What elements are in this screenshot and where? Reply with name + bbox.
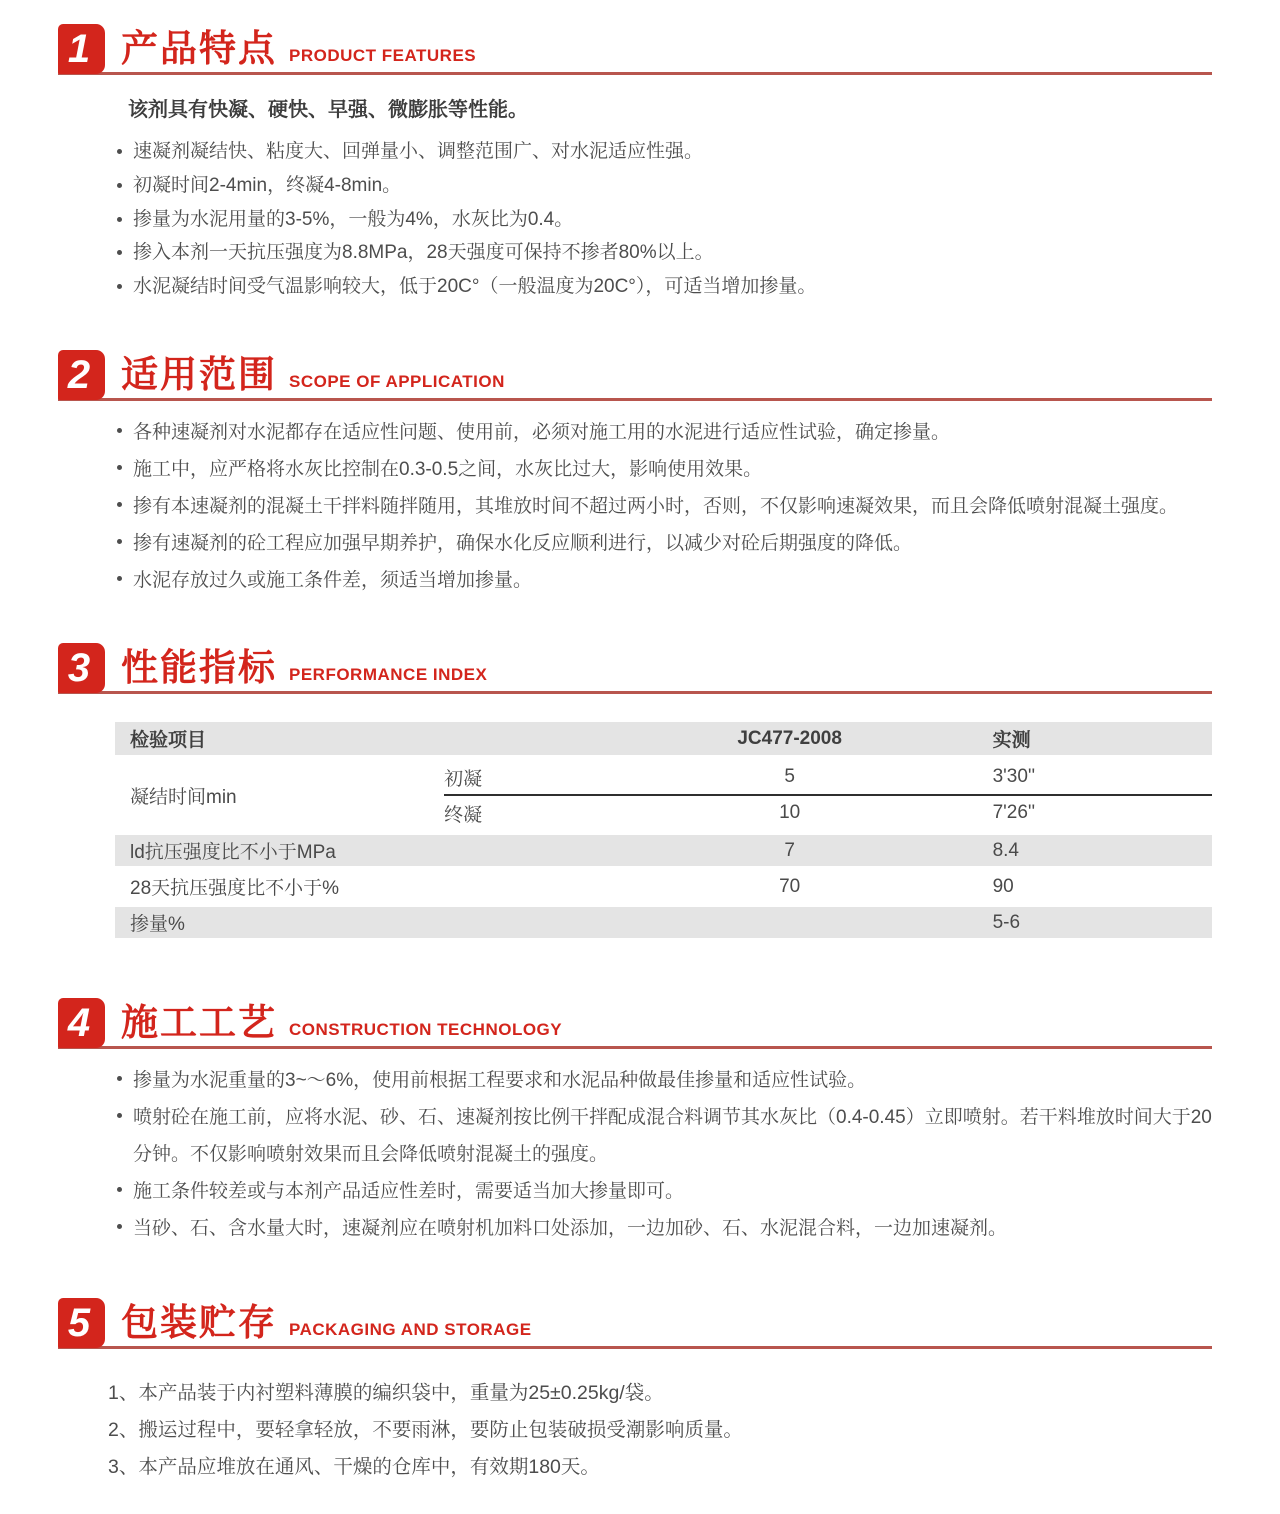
- section-5-header: [58, 1296, 1212, 1349]
- setting-time-subrows: [444, 760, 1212, 830]
- subrow-standard-value: 10: [779, 802, 801, 824]
- setting-time-label: 凝结时间min: [130, 786, 237, 808]
- col-header-standard: JC477-2008: [737, 727, 842, 749]
- section-4-subtitle: CONSTRUCTION TECHNOLOGY: [289, 1020, 563, 1040]
- section-1-subtitle: PRODUCT FEATURES: [289, 46, 477, 65]
- row-measured-value: 90: [992, 875, 1014, 897]
- subrow-measured-value: 3'30'': [992, 766, 1036, 788]
- bullet-item: 掺量为水泥用量的3-5%，一般为4%，水灰比为0.4。: [112, 203, 1212, 237]
- bullet-item: 水泥存放过久或施工条件差，须适当增加掺量。: [112, 562, 1212, 599]
- section-5-subtitle: PACKAGING AND STORAGE: [289, 1319, 532, 1339]
- subrow-standard-value: 5: [784, 766, 795, 788]
- row-measured-value: 8.4: [992, 839, 1019, 861]
- bullet-item: 速凝剂凝结快、粘度大、回弹量小、调整范围广、对水泥适应性强。: [112, 135, 1212, 169]
- section-construction-technology: [58, 996, 1212, 1247]
- bullet-item: 掺有速凝剂的砼工程应加强早期养护，确保水化反应顺利进行，以减少对砼后期强度的降低。: [112, 525, 1212, 562]
- section-2-title: 适用范围: [121, 354, 277, 396]
- numbered-item: 2、搬运过程中，要轻拿轻放，不要雨淋，要防止包装破损受潮影响质量。: [108, 1418, 743, 1441]
- table-row-1d-strength: [115, 835, 1212, 866]
- bullet-item: 初凝时间2-4min，终凝4-8min。: [112, 169, 1212, 203]
- row-measured-value: 5-6: [992, 911, 1021, 933]
- subrow-label: 初凝: [444, 768, 483, 790]
- row-item-label: 28天抗压强度比不小于%: [130, 878, 340, 900]
- section-5-number-badge: [58, 1298, 105, 1348]
- col-header-item: 检验项目: [130, 730, 207, 752]
- table-row-28d-strength: [115, 871, 1212, 902]
- section-4-number-badge: [58, 998, 105, 1048]
- row-item-label: 掺量%: [130, 914, 185, 936]
- bullet-item: 水泥凝结时间受气温影响较大，低于20C°（一般温度为20C°），可适当增加掺量。: [112, 270, 1212, 304]
- packaging-numbered-list: [108, 1375, 1212, 1487]
- bullet-item: 喷射砼在施工前，应将水泥、砂、石、速凝剂按比例干拌配成混合料调节其水灰比（0.4-0.45）立即喷射。若干料堆放时间大于20分钟。不仅影响喷射效果而且会降低喷射混凝土的强度。: [112, 1099, 1212, 1173]
- bullet-item: 当砂、石、含水量大时，速凝剂应在喷射机加料口处添加，一边加砂、石、水泥混合料，一边加速凝剂。: [112, 1210, 1212, 1247]
- subrow-label: 终凝: [444, 804, 483, 826]
- section-5-title: 包装贮存: [121, 1301, 277, 1343]
- bullet-item: 掺量为水泥重量的3~～6%，使用前根据工程要求和水泥品种做最佳掺量和适应性试验。: [112, 1062, 1212, 1099]
- numbered-item: 3、本产品应堆放在通风、干燥的仓库中，有效期180天。: [108, 1456, 600, 1479]
- section-number: 1: [67, 27, 91, 71]
- section-packaging-storage: [58, 1296, 1212, 1487]
- section-performance-index: [58, 641, 1212, 938]
- section-number: 4: [67, 1001, 91, 1046]
- bullet-item: 掺有本速凝剂的混凝土干拌料随拌随用，其堆放时间不超过两小时，否则，不仅影响速凝效果，而且会降低喷射混凝土强度。: [112, 488, 1212, 525]
- section-4-title: 施工工艺: [121, 1002, 277, 1044]
- section-number: 3: [67, 646, 91, 691]
- bullet-item: 各种速凝剂对水泥都存在适应性问题、使用前，必须对施工用的水泥进行适应性试验，确定掺量。: [112, 414, 1212, 451]
- section-scope-of-application: [58, 348, 1212, 599]
- table-row-dosage: [115, 907, 1212, 938]
- section-3-title: 性能指标: [121, 647, 277, 689]
- row-standard-value: 70: [779, 875, 801, 897]
- section-number: 2: [67, 353, 91, 398]
- section-1-title: 产品特点: [121, 28, 277, 69]
- scope-bullet-list: [112, 414, 1212, 599]
- bullet-item: 施工中，应严格将水灰比控制在0.3-0.5之间，水灰比过大，影响使用效果。: [112, 451, 1212, 488]
- row-item-label: ld抗压强度比不小于MPa: [130, 842, 336, 864]
- table-subrow-final-set: [444, 794, 1212, 830]
- section-2-number-badge: [58, 350, 105, 400]
- bullet-item: 施工条件较差或与本剂产品适应性差时，需要适当加大掺量即可。: [112, 1173, 1212, 1210]
- section-3-number-badge: [58, 643, 105, 693]
- section-3-header: [58, 641, 1212, 694]
- section-2-subtitle: SCOPE OF APPLICATION: [289, 372, 505, 392]
- section-2-header: [58, 348, 1212, 401]
- section-number: 5: [67, 1300, 91, 1345]
- subrow-measured-value: 7'26'': [992, 802, 1036, 824]
- row-standard-value: 7: [784, 839, 795, 861]
- col-header-measured: 实测: [992, 730, 1031, 752]
- section-3-subtitle: PERFORMANCE INDEX: [289, 665, 488, 685]
- section-product-features: [58, 22, 1212, 304]
- section-1-number-badge: [58, 24, 105, 74]
- features-intro: 该剂具有快凝、硬快、早强、微膨胀等性能。: [128, 99, 528, 121]
- features-bullet-list: [112, 135, 1212, 304]
- table-row-setting-time: [115, 760, 1212, 830]
- section-1-header: [58, 22, 1212, 75]
- table-header-row: [115, 722, 1212, 755]
- table-subrow-initial-set: [444, 760, 1212, 794]
- section-4-header: [58, 996, 1212, 1049]
- construction-bullet-list: [112, 1062, 1212, 1247]
- numbered-item: 1、本产品装于内衬塑料薄膜的编织袋中，重量为25±0.25kg/袋。: [108, 1381, 664, 1404]
- performance-table: [115, 722, 1212, 938]
- bullet-item: 掺入本剂一天抗压强度为8.8MPa，28天强度可保持不掺者80%以上。: [112, 236, 1212, 270]
